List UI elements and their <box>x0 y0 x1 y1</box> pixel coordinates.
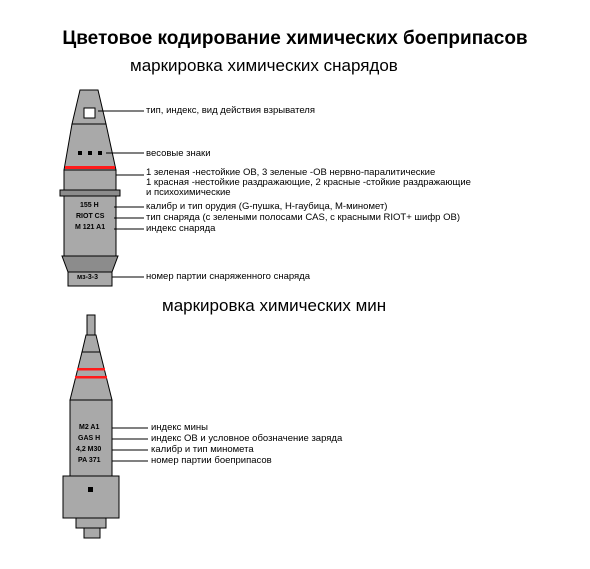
mine-mark <box>88 487 93 492</box>
mine-stencil-line2: GAS H <box>78 435 101 442</box>
label-bands-line3: и психохимические <box>146 187 231 198</box>
label-shell-index: индекс снаряда <box>146 223 216 234</box>
label-bands-line2: 1 красная -нестойкие раздражающие, 2 красные -стойкие раздражающие <box>146 177 471 188</box>
label-caliber: калибр и тип орудия (G-пушка, H-гаубица, M-миномет) <box>146 201 388 212</box>
mine-stencil-line1: M2 A1 <box>79 424 100 431</box>
shell-ogive <box>64 124 116 170</box>
shell-rotating-band <box>60 190 120 196</box>
label-weight-marks: весовые знаки <box>146 148 211 159</box>
label-lot: номер партии снаряженного снаряда <box>146 271 310 282</box>
label-fuze: тип, индекс, вид действия взрывателя <box>146 105 315 116</box>
mine-red-band <box>77 368 105 371</box>
label-mine-lot: номер партии боеприпасов <box>151 455 272 466</box>
mine-tail-boom <box>63 476 119 518</box>
shell-fuze <box>72 90 106 124</box>
shell-stencil-lot: мз-3-3 <box>77 274 99 281</box>
shell-section-heading: маркировка химических снарядов <box>130 56 398 75</box>
label-bands-line1: 1 зеленая -нестойкие ОВ, 3 зеленые -ОВ нервно-паралитические <box>146 167 436 178</box>
mine-section-heading: маркировка химических мин <box>162 296 387 315</box>
mine-leaders <box>112 428 148 461</box>
label-mine-index: индекс мины <box>151 422 208 433</box>
weight-mark <box>88 151 92 155</box>
shell-base-cone <box>62 256 118 272</box>
mine-nose <box>82 335 100 352</box>
page-title: Цветовое кодирование химических боеприпасов <box>62 28 528 49</box>
shell-drawing <box>60 90 120 286</box>
mine-tail-cap <box>84 528 100 538</box>
weight-mark <box>98 151 102 155</box>
label-agent-index: индекс ОВ и условное обозначение заряда <box>151 433 343 444</box>
label-shell-type: тип снаряда (с зелеными полосами CAS, с красными RIOT+ шифр ОВ) <box>146 212 460 223</box>
mine-tail-base <box>76 518 106 528</box>
shell-fuze-window <box>84 108 95 118</box>
shell-body <box>64 170 116 190</box>
shell-stencil-line1: 155 H <box>80 202 99 209</box>
shell-red-band <box>65 166 115 169</box>
label-mine-caliber: калибр и тип миномета <box>151 444 254 455</box>
shell-stencil-line3: M 121 A1 <box>75 224 106 231</box>
shell-stencil-line2: RIOT CS <box>76 213 105 220</box>
mine-stencil-line4: PA 371 <box>78 457 101 464</box>
mine-fuze-tip <box>87 315 95 335</box>
mine-stencil-line3: 4,2 M30 <box>76 446 102 453</box>
mine-red-band <box>75 376 107 379</box>
weight-mark <box>78 151 82 155</box>
